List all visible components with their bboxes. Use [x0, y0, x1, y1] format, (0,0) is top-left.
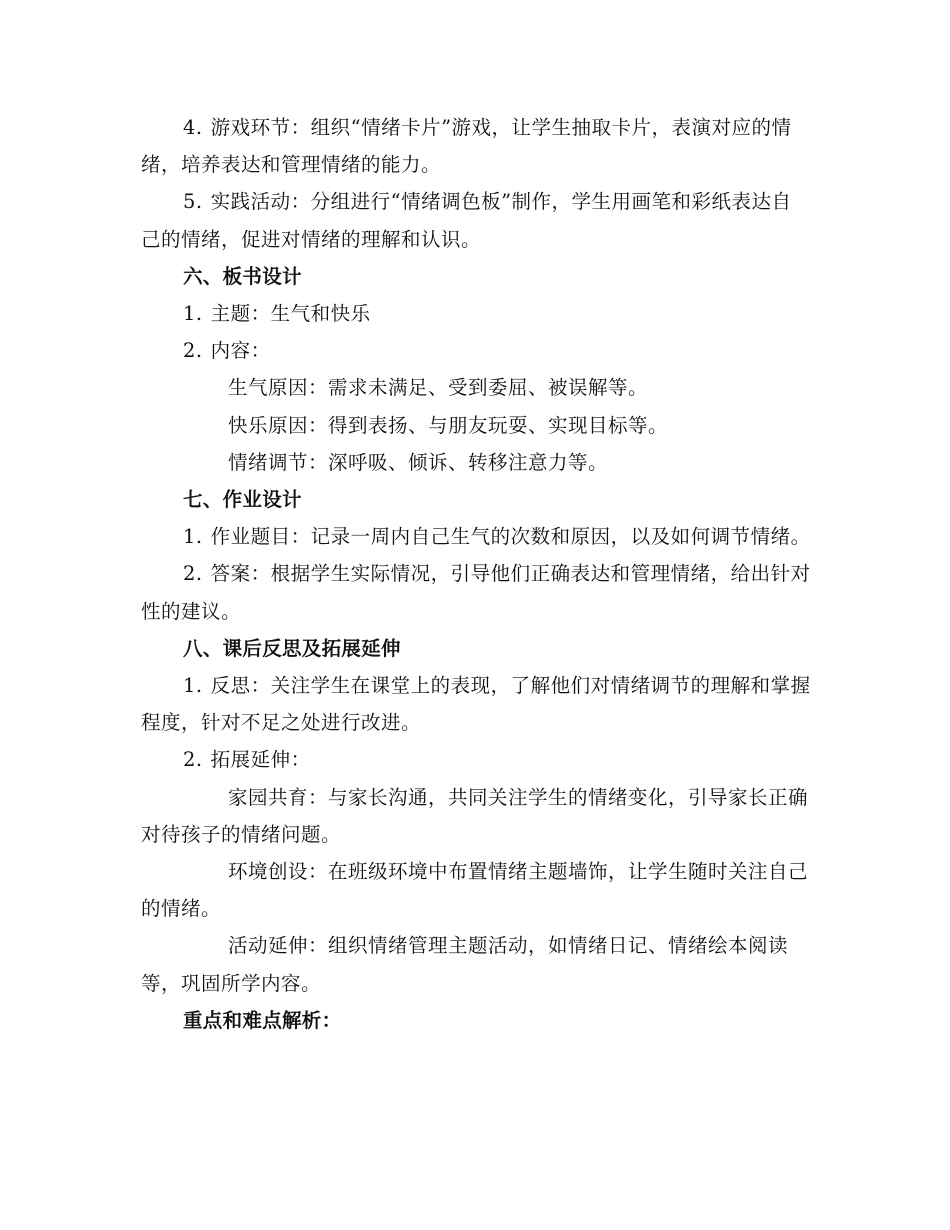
- document-body: [141, 109, 811, 1039]
- paragraph-text: 拓展延伸：: [210, 748, 311, 772]
- sub-item-activity-extension: 活动延伸：组织情绪管理主题活动，如情绪日记、情绪绘本阅读等，巩固所学内容。: [141, 934, 789, 995]
- item-number: 1.: [183, 525, 203, 549]
- sub-item-happiness-causes: 快乐原因：得到表扬、与朋友玩耍、实现目标等。: [228, 413, 669, 437]
- section-heading-key-points: 重点和难点解析：: [183, 1008, 342, 1032]
- item-number: 2.: [183, 339, 203, 363]
- paragraph-theme: [141, 295, 811, 332]
- sub-item-emotion-regulation: 情绪调节：深呼吸、倾诉、转移注意力等。: [228, 450, 609, 474]
- section-heading-blackboard-design: 六、板书设计: [183, 264, 302, 288]
- paragraph-reflection: [141, 667, 811, 741]
- paragraph-text: 答案：根据学生实际情况，引导他们正确表达和管理情绪，给出针对性的建议。: [141, 562, 811, 623]
- sub-item-environment: 环境创设：在班级环境中布置情绪主题墙饰，让学生随时关注自己的情绪。: [141, 860, 809, 921]
- paragraph-activity-5: [141, 183, 811, 257]
- paragraph-content: [141, 332, 811, 369]
- sub-item-anger-causes: 生气原因：需求未满足、受到委屈、被误解等。: [228, 376, 649, 400]
- paragraph-homework-question: [141, 518, 811, 555]
- item-number: 4.: [183, 116, 203, 139]
- item-number: 5.: [183, 190, 203, 214]
- item-number: 2.: [183, 748, 203, 772]
- paragraph-homework-answer: [141, 555, 811, 629]
- sub-item-home-school: 家园共育：与家长沟通，共同关注学生的情绪变化，引导家长正确对待孩子的情绪问题。: [141, 785, 809, 846]
- item-number: 2.: [183, 562, 203, 586]
- paragraph-text: 内容：: [210, 339, 271, 363]
- paragraph-text: 反思：关注学生在课堂上的表现，了解他们对情绪调节的理解和掌握程度，针对不足之处进行改进。: [141, 674, 811, 735]
- section-heading-homework-design: 七、作业设计: [183, 488, 302, 512]
- paragraph-activity-4: [141, 109, 811, 183]
- paragraph-text: 主题：生气和快乐: [210, 302, 371, 326]
- paragraph-text: 实践活动：分组进行“情绪调色板”制作，学生用画笔和彩纸表达自己的情绪，促进对情绪的理解和认识。: [141, 190, 792, 251]
- section-heading-reflection-extension: 八、课后反思及拓展延伸: [183, 636, 401, 660]
- item-number: 1.: [183, 674, 203, 698]
- paragraph-extension: [141, 741, 811, 778]
- item-number: 1.: [183, 302, 203, 326]
- paragraph-text: 作业题目：记录一周内自己生气的次数和原因，以及如何调节情绪。: [210, 525, 811, 549]
- paragraph-text: 游戏环节：组织“情绪卡片”游戏，让学生抽取卡片，表演对应的情绪，培养表达和管理情绪的能力。: [141, 116, 792, 177]
